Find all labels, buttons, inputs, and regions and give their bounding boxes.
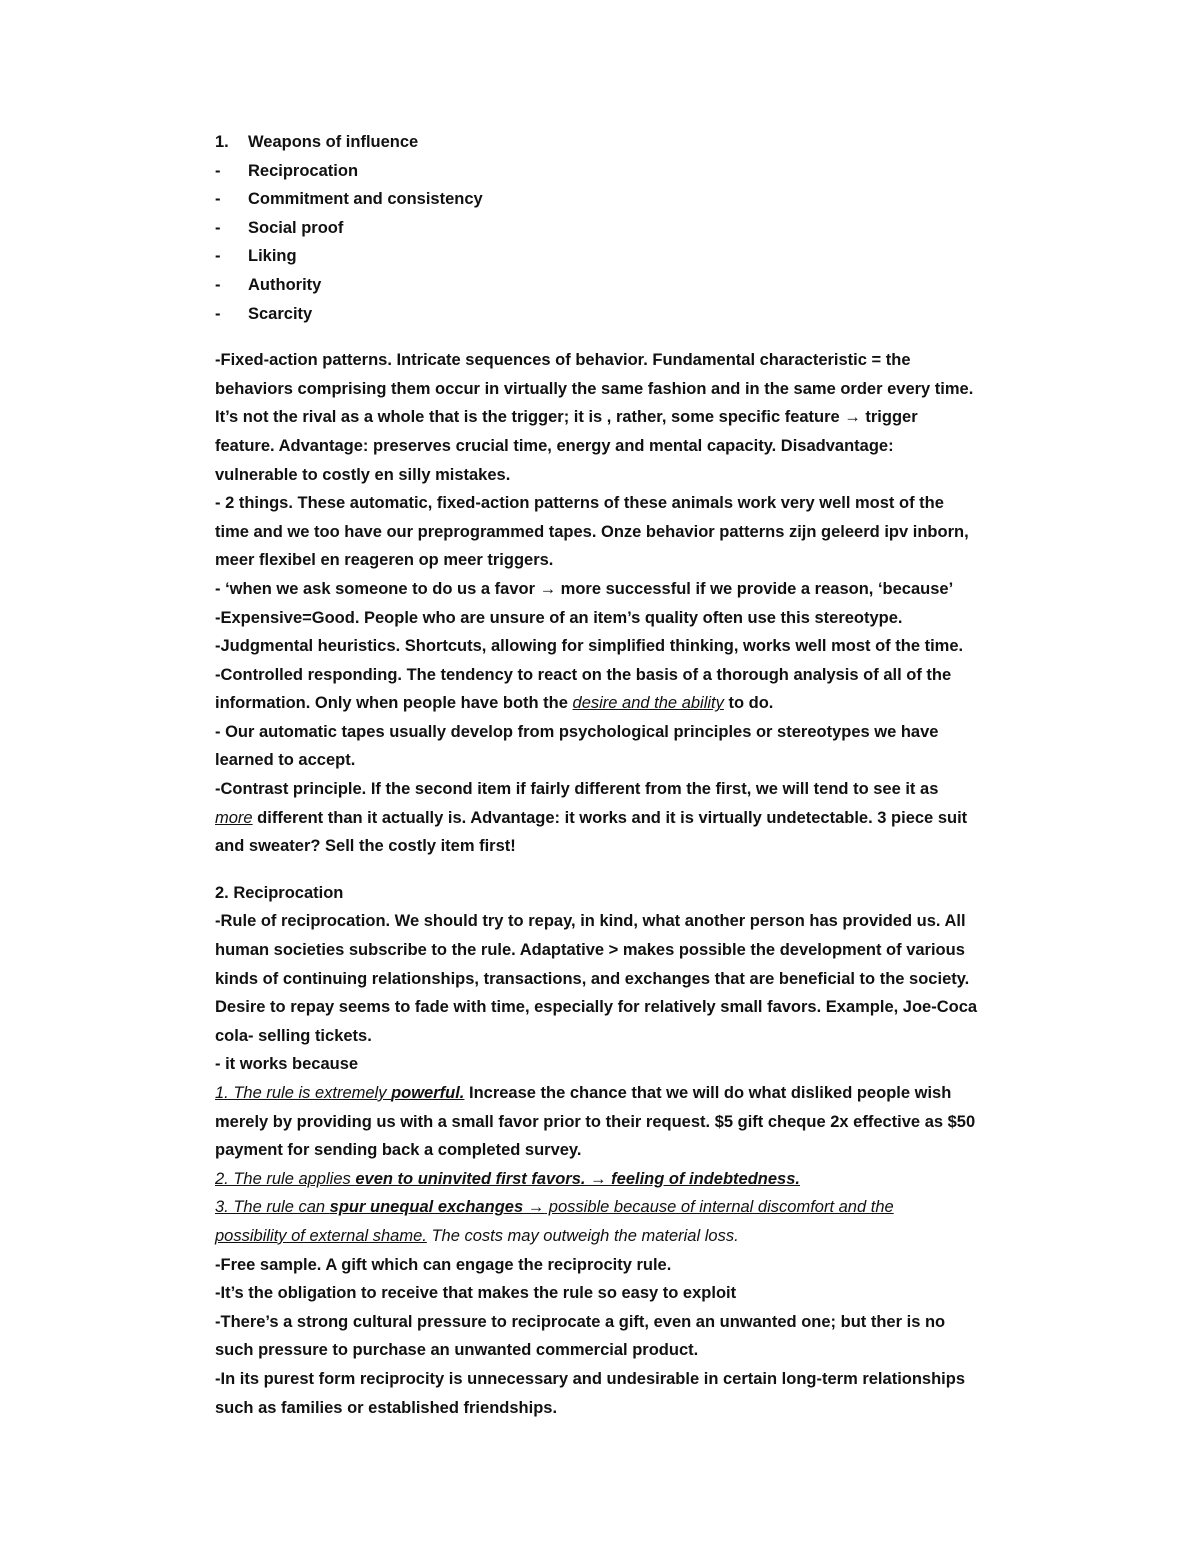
paragraph-line: payment for sending back a completed survey.	[215, 1141, 582, 1160]
paragraph-line: behaviors comprising them occur in virtually the same fashion and in the same order every time.	[215, 379, 974, 398]
paragraph-line: time and we too have our preprogrammed tapes. Onze behavior patterns zijn geleerd ipv inborn,	[215, 522, 969, 541]
paragraph-line: feature. Advantage: preserves crucial time, energy and mental capacity. Disadvantage:	[215, 436, 894, 455]
list-item-text: Authority	[248, 275, 322, 294]
emphasis-text: 1. The rule is extremely	[215, 1084, 392, 1102]
text-run: information. Only when people have both the	[215, 694, 573, 713]
list-item	[215, 271, 1035, 300]
list-item-text: Social proof	[248, 218, 344, 237]
dash-marker: -	[215, 304, 221, 323]
paragraph-line	[215, 689, 1035, 718]
paragraph-line	[215, 1222, 1035, 1251]
paragraph-line: vulnerable to costly en silly mistakes.	[215, 465, 511, 484]
section-heading-reciprocation: 2. Reciprocation	[215, 883, 344, 902]
paragraph-line: -Rule of reciprocation. We should try to repay, in kind, what another person has provided us. All	[215, 912, 966, 931]
paragraph-line: - 2 things. These automatic, fixed-action patterns of these animals work very well most of the	[215, 494, 944, 513]
emphasis-text: powerful.	[391, 1084, 465, 1102]
list-item-text: Liking	[248, 247, 297, 266]
list-item-text: Reciprocation	[248, 161, 359, 180]
paragraph-line: -Controlled responding. The tendency to react on the basis of a thorough analysis of all of the	[215, 665, 952, 684]
paragraph-line: It’s not the rival as a whole that is the trigger; it is , rather, some specific feature → trigger	[215, 408, 918, 427]
paragraph-line: merely by providing us with a small favor prior to their request. $5 gift cheque 2x effective as $50	[215, 1112, 976, 1131]
paragraph-line: -In its purest form reciprocity is unnecessary and undesirable in certain long-term relationships	[215, 1369, 966, 1388]
paragraph-line: -It’s the obligation to receive that makes the rule so easy to exploit	[215, 1284, 737, 1303]
paragraph-line: such pressure to purchase an unwanted commercial product.	[215, 1341, 699, 1360]
paragraph-line: -Contrast principle. If the second item if fairly different from the first, we will tend to see it as	[215, 780, 939, 799]
emphasis-text: possible because of internal discomfort and the	[544, 1198, 894, 1217]
paragraph-line: -Judgmental heuristics. Shortcuts, allowing for simplified thinking, works well most of the time.	[215, 637, 964, 656]
paragraph-line: - Our automatic tapes usually develop from psychological principles or stereotypes we have	[215, 722, 939, 741]
paragraph-line: meer flexibel en reageren op meer triggers.	[215, 551, 554, 570]
italic-text: The costs may outweigh the material loss.	[426, 1226, 739, 1245]
list-item-text: Commitment and consistency	[248, 190, 483, 209]
list-item-text: Scarcity	[248, 304, 313, 323]
point-2-line	[215, 1165, 1035, 1194]
paragraph-line: and sweater? Sell the costly item first!	[215, 837, 516, 856]
paragraph-line: -There’s a strong cultural pressure to reciprocate a gift, even an unwanted one; but ther is no	[215, 1312, 946, 1331]
list-item	[215, 157, 1035, 186]
paragraph-line	[215, 804, 1035, 833]
spacer	[215, 861, 1035, 879]
emphasis-text: 2. The rule applies	[215, 1169, 356, 1188]
emphasis-text: desire and the ability	[572, 694, 724, 713]
paragraph-line: learned to accept.	[215, 751, 356, 770]
paragraph-line: cola- selling tickets.	[215, 1026, 372, 1045]
paragraph-line: -Free sample. A gift which can engage the reciprocity rule.	[215, 1255, 672, 1274]
list-item	[215, 185, 1035, 214]
paragraph-line: Desire to repay seems to fade with time, especially for relatively small favors. Example, Joe-Coca	[215, 998, 978, 1017]
dash-marker: -	[215, 218, 221, 237]
paragraph-line: - ‘when we ask someone to do us a favor → more successful if we provide a reason, ‘because’	[215, 579, 954, 598]
emphasis-text: more	[215, 808, 253, 827]
section-heading-weapons	[215, 128, 1035, 157]
dash-marker: -	[215, 275, 221, 294]
paragraph-line: - it works because	[215, 1055, 359, 1074]
paragraph-line: -Expensive=Good. People who are unsure of an item’s quality often use this stereotype.	[215, 608, 903, 627]
point-1-line	[215, 1079, 1035, 1108]
emphasis-text: even to uninvited first favors. → feeling of indebtedness.	[355, 1169, 800, 1188]
list-item	[215, 242, 1035, 271]
dash-marker: -	[215, 247, 221, 266]
list-item	[215, 214, 1035, 243]
section-title: Weapons of influence	[248, 133, 419, 151]
document-page	[215, 128, 1035, 1422]
paragraph-line: kinds of continuing relationships, transactions, and exchanges that are beneficial to the society.	[215, 969, 970, 988]
paragraph-line: such as families or established friendships.	[215, 1398, 558, 1417]
text-run: different than it actually is. Advantage: it works and it is virtually undetectable. 3 piece suit	[252, 808, 968, 827]
dash-marker: -	[215, 190, 221, 209]
emphasis-text: spur unequal exchanges →	[329, 1198, 545, 1217]
dash-marker: -	[215, 161, 221, 180]
point-3-line	[215, 1193, 1035, 1222]
emphasis-text: possibility of external shame.	[215, 1226, 427, 1245]
spacer	[215, 328, 1035, 346]
paragraph-line: -Fixed-action patterns. Intricate sequences of behavior. Fundamental characteristic = the	[215, 351, 911, 370]
section-number: 1.	[215, 133, 229, 151]
paragraph-line: human societies subscribe to the rule. Adaptative > makes possible the development of various	[215, 941, 965, 960]
text-run: to do.	[723, 694, 774, 713]
emphasis-text: 3. The rule can	[215, 1198, 330, 1217]
list-item	[215, 300, 1035, 329]
text-run: Increase the chance that we will do what disliked people wish	[464, 1084, 952, 1102]
